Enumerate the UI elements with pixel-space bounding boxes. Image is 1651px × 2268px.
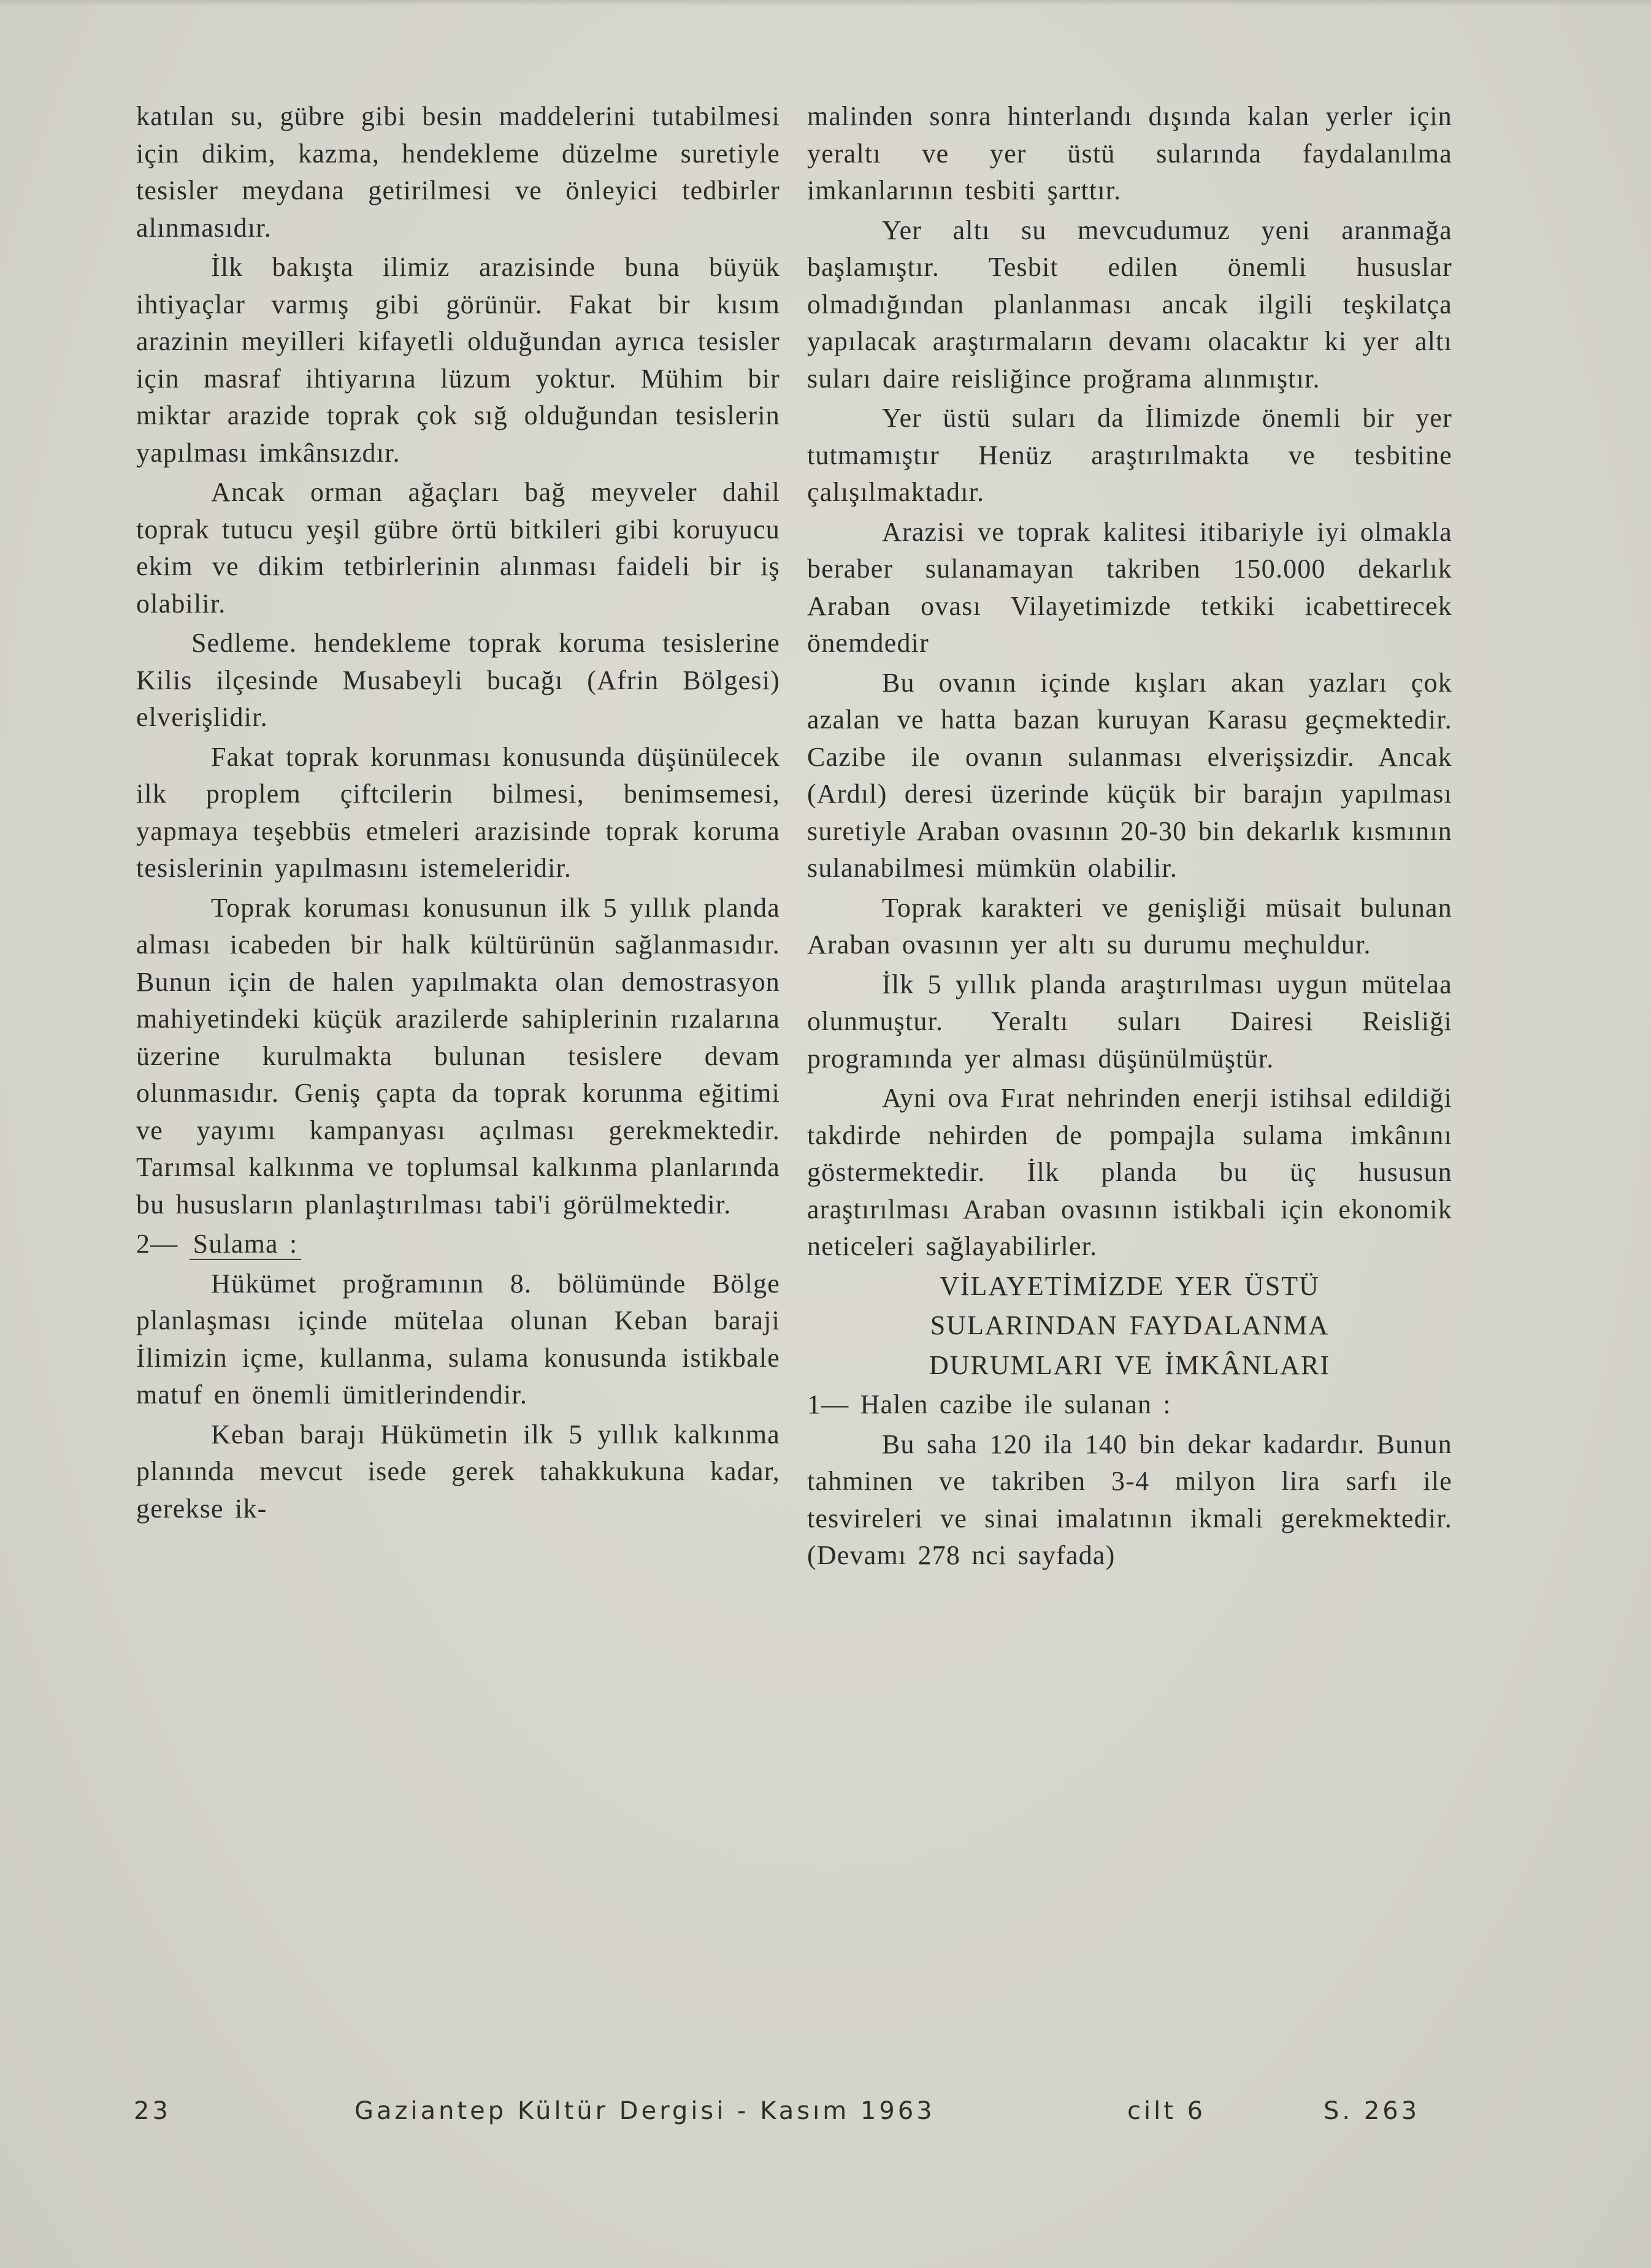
page-number: 23 (134, 2097, 171, 2125)
paragraph: Ancak orman ağaçları bağ meyveler dahil toprak tutucu yeşil gübre örtü bitkileri gibi koruyucu ekim ve dikim tetbirlerinin alınması faideli bir iş olabilir. (136, 477, 780, 619)
section-heading-line: VİLAYETİMİZDE YER ÜSTÜ (940, 1270, 1320, 1301)
section-heading-line: DURUMLARI VE İMKÂNLARI (929, 1350, 1331, 1380)
paragraph: malinden sonra hinterlandı dışında kalan yerler için yeraltı ve yer üstü sularında faydalanılma imkanlarının tesbiti şarttır. (807, 101, 1452, 205)
section-heading (136, 1226, 780, 1263)
paragraph: Ayni ova Fırat nehrinden enerji istihsal edildiği takdirde nehirden de pompajla sulama imkânını göstermektedir. İlk planda bu üç hususun araştırılması Araban ovasının istikbali için ekonomik neticeleri sağlayabilirler. (807, 1083, 1452, 1261)
paragraph: Fakat toprak korunması konusunda düşünülecek ilk proplem çiftcilerin bilmesi, benimsemesi, yapmaya teşebbüs etmeleri arazisinde toprak koruma tesislerinin yapılmasını istemeleridir. (136, 741, 780, 883)
right-column (807, 98, 1452, 1577)
paragraph: Bu saha 120 ila 140 bin dekar kadardır. Bunun tahminen ve takriben 3-4 milyon lira sarfı ile tesvireleri ve sinai imalatının ikmali gerekmektedir. (Devamı 278 nci sayfada) (807, 1429, 1452, 1570)
section-heading-line: SULARINDAN FAYDALANMA (930, 1310, 1330, 1340)
paragraph: Toprak karakteri ve genişliği müsait bulunan Araban ovasının yer altı su durumu meçhuldur. (807, 892, 1452, 960)
paragraph: Sedleme. hendekleme toprak koruma tesislerine Kilis ilçesinde Musabeyli bucağı (Afrin Bölgesi) elverişlidir. (136, 628, 780, 732)
page-footer (134, 2097, 1434, 2131)
paragraph: Yer altı su mevcudumuz yeni aranmağa başlamıştır. Tesbit edilen önemli hususlar olmadığından planlanması ancak ilgili teşkilatça yapılacak araştırmaların devamı olacaktır ki yer altı suları daire reisliğince proğrama alınmıştır. (807, 215, 1452, 394)
paragraph: İlk 5 yıllık planda araştırılması uygun mütelaa olunmuştur. Yeraltı suları Dairesi Reisliği programında yer alması düşünülmüştür. (807, 969, 1452, 1074)
left-column (136, 98, 780, 1530)
paragraph: katılan su, gübre gibi besin maddelerini tutabilmesi için dikim, kazma, hendekleme düzelme suretiyle tesisler meydana getirilmesi ve önleyici tedbirler alınmasıdır. (136, 101, 780, 243)
volume: cilt 6 (1127, 2097, 1206, 2125)
paragraph: Bu ovanın içinde kışları akan yazları çok azalan ve hatta bazan kuruyan Karasu geçmektedir. Cazibe ile ovanın sulanması elverişsizdir. Ancak (Ardıl) deresi üzerinde küçük bir barajın yapılması suretiyle Araban ovasının 20-30 bin dekarlık kısmının sulanabilmesi mümkün olabilir. (807, 667, 1452, 883)
section-title: Sulama : (190, 1229, 302, 1260)
paragraph: Toprak koruması konusunun ilk 5 yıllık planda alması icabeden bir halk kültürünün sağlanmasıdır. Bunun için de halen yapılmakta olan demostrasyon mahiyetindeki küçük arazilerde sahiplerinin rızalarına üzerine kurulmakta bulunan tesislere devam olunmasıdır. Geniş çapta da toprak korunma eğitimi ve yayımı kampanyası açılması gerekmektedir. Tarımsal kalkınma ve toplumsal kalkınma planlarında bu hususların planlaştırılması tabi'i görülmektedir. (136, 892, 780, 1220)
section-number: 2— (136, 1229, 178, 1259)
issue-page: S. 263 (1323, 2097, 1420, 2125)
paragraph: Keban barajı Hükümetin ilk 5 yıllık kalkınma planında mevcut isede gerek tahakkukuna kadar, gerekse ik- (136, 1419, 780, 1524)
paragraph: İlk bakışta ilimiz arazisinde buna büyük ihtiyaçlar varmış gibi görünür. Fakat bir kısım arazinin meyilleri kifayetli olduğundan ayrıca tesisler için masraf ihtiyarına lüzum yoktur. Mühim bir miktar arazide toprak çok sığ olduğundan tesislerin yapılması imkânsızdır. (136, 252, 780, 468)
paragraph: Arazisi ve toprak kalitesi itibariyle iyi olmakla beraber sulanamayan takriben 150.000 dekarlık Araban ovası Vilayetimizde tetkiki icabettirecek önemdedir (807, 516, 1452, 658)
page-edge (0, 0, 1651, 6)
paragraph: Hükümet proğramının 8. bölümünde Bölge planlaşması içinde mütelaa olunan Keban baraji İlimizin içme, kullanma, sulama konusunda istikbale matuf en önemli ümitlerindendir. (136, 1268, 780, 1410)
subsection-heading: 1— Halen cazibe ile sulanan : (807, 1389, 1171, 1419)
journal-title: Gaziantep Kültür Dergisi - Kasım 1963 (354, 2097, 935, 2125)
paragraph: Yer üstü suları da İlimizde önemli bir yer tutmamıştır Henüz araştırılmakta ve tesbitine çalışılmaktadır. (807, 403, 1452, 507)
